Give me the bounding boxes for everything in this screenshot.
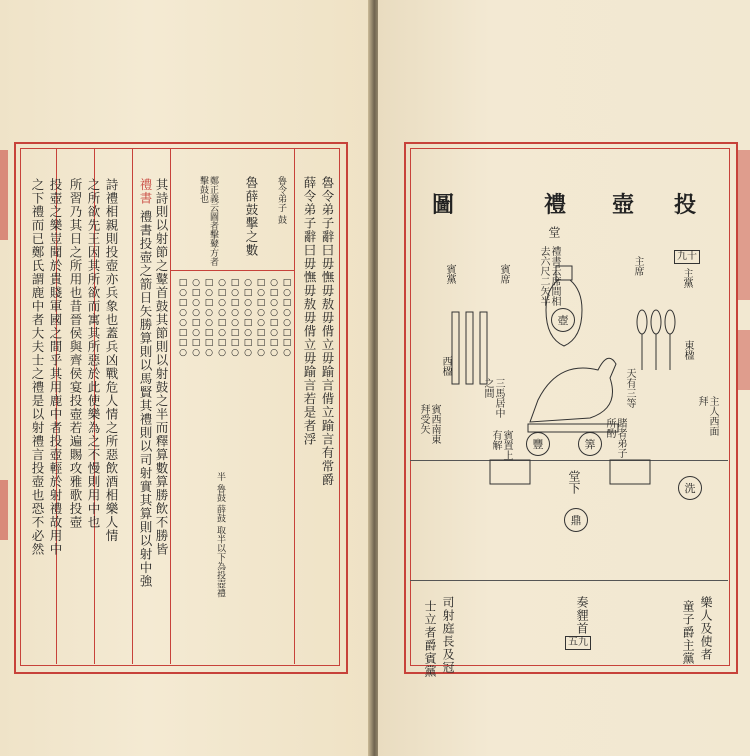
text-column: 投壺之樂豈聞於貴賤軍國之間乎其用鹿中者投壺輕於射禮故用中 bbox=[48, 178, 63, 556]
table-rule bbox=[170, 270, 294, 271]
diagram-title-char: 禮 bbox=[544, 192, 567, 218]
small-note: 魯令弟子 鼓 bbox=[276, 176, 286, 224]
page-edge-mark bbox=[738, 330, 750, 390]
text-column: 禮書投壺之箭日矢勝算則以馬賢其禮則以司射實其算則以射中強 bbox=[138, 210, 153, 588]
red-marker: 禮書 bbox=[138, 178, 153, 205]
host-stand-label: 主人西面拜 bbox=[696, 396, 718, 436]
host-party-label: 主黨 bbox=[681, 268, 692, 288]
diagram-title-char: 投 bbox=[674, 192, 697, 218]
bottom-note: 樂人及使者 bbox=[699, 596, 713, 661]
hall-below-label: 堂下 bbox=[567, 470, 581, 494]
text-column: 之下禮而已鄭氏謂鹿中者大夫士之禮是以射禮言投壺也恐不必然 bbox=[30, 178, 45, 556]
host-arrow bbox=[637, 310, 647, 334]
drum-row: ○□○○□○□○ bbox=[269, 278, 279, 358]
tally-note: 三馬居中之間 bbox=[482, 378, 504, 418]
guest-set-label: 賓置上有解 bbox=[490, 430, 512, 460]
drum-row: ○□○○□○□○ bbox=[191, 278, 201, 358]
guest-stand-label: 賓西南東拜受矢 bbox=[418, 404, 440, 444]
diagram-title-char: 壺 bbox=[612, 192, 635, 218]
page-edge-mark bbox=[0, 480, 8, 540]
pot-circle-label: 壺 bbox=[551, 308, 575, 332]
page-edge-mark bbox=[738, 150, 750, 300]
arrow-stick bbox=[452, 312, 459, 384]
left-page bbox=[0, 0, 372, 756]
arrow-stick bbox=[466, 312, 473, 384]
west-stairs-label: 西楹 bbox=[440, 356, 451, 376]
drum-header: 魯薛鼓擊之數 bbox=[244, 176, 259, 257]
host-arrow bbox=[665, 310, 675, 334]
deer-tally-stand bbox=[530, 358, 616, 422]
stairs bbox=[490, 460, 530, 484]
drum-row: □○□○○□□○ bbox=[204, 278, 214, 358]
pot-note: 禮書云席間相去六尺二矢半 bbox=[538, 246, 560, 306]
text-column: 其詩則以射節之鼙首鼓其節則以射鼓之半而釋算數算勝飲不勝皆 bbox=[154, 178, 169, 556]
drum-row: □○□○○□□○ bbox=[282, 278, 292, 358]
drum-row: ○□○○□○□○ bbox=[217, 278, 227, 358]
xi-circle-label: 洗 bbox=[678, 476, 702, 500]
bottom-note: 奏貍首 bbox=[575, 596, 589, 635]
number-box: 五九 bbox=[565, 636, 591, 650]
text-column: 魯令弟子辭曰毋憮毋敖毋偝立毋踰言偝立踰言有常爵 bbox=[320, 176, 335, 487]
host-set-label: 賭者弟子所酌 bbox=[604, 418, 626, 458]
arrows-note: 天有三等 bbox=[624, 368, 635, 408]
tally-circle-label: 筭 bbox=[578, 432, 602, 456]
drum-note: 鄭正義云圖者擊鼙方者擊鼓也 bbox=[198, 176, 218, 266]
guest-party-label: 賓黨 bbox=[444, 264, 455, 284]
drum-row: ○□○○□○□○ bbox=[243, 278, 253, 358]
diagram-title-char: 圖 bbox=[432, 192, 455, 218]
text-column: 所習乃其日之所用也昔晉侯與齊侯宴投壺若遍賜攻雅歌投壺 bbox=[68, 178, 83, 529]
feng-circle-label: 豐 bbox=[526, 432, 550, 456]
text-column: 詩禮相親則投壺亦兵象也蓋兵凶戰危人情之所惡飲酒相樂人情 bbox=[104, 178, 119, 543]
drum-bottom-note: 半 魯鼓 薛鼓 取半以下為投壺禮 bbox=[215, 472, 225, 598]
ding-circle-label: 鼎 bbox=[564, 508, 588, 532]
host-arrow bbox=[651, 310, 661, 334]
drum-row: □○□○○□□○ bbox=[178, 278, 188, 358]
column-rule bbox=[170, 148, 171, 664]
text-column: 之所欲先王因其所欲而寓其所惡於此使樂為之不慢則用中也 bbox=[86, 178, 101, 529]
drum-row: □○□○○□□○ bbox=[256, 278, 266, 358]
pot-neck bbox=[556, 266, 572, 280]
page-edge-mark bbox=[0, 150, 8, 240]
column-rule bbox=[294, 148, 295, 664]
stairs bbox=[610, 460, 650, 484]
drum-row: □○□○○□□○ bbox=[230, 278, 240, 358]
bottom-note: 童子爵主黨 bbox=[681, 600, 695, 665]
right-page bbox=[378, 0, 750, 756]
hall-label: 堂 bbox=[547, 226, 561, 238]
arrow-stick bbox=[480, 312, 487, 384]
host-mat-label: 主席 bbox=[632, 256, 643, 276]
bottom-note: 司射庭長及冠 bbox=[441, 596, 455, 674]
text-column: 薛令弟子辭曰毋憮毋敖毋偝立毋踰言若是者浮 bbox=[302, 176, 317, 446]
number-box: 九十 bbox=[674, 250, 700, 264]
column-rule bbox=[132, 148, 133, 664]
guest-mat-label: 賓席 bbox=[498, 264, 509, 284]
east-stairs-label: 東楹 bbox=[682, 340, 693, 360]
bottom-note: 士立者爵賓黨 bbox=[423, 600, 437, 678]
